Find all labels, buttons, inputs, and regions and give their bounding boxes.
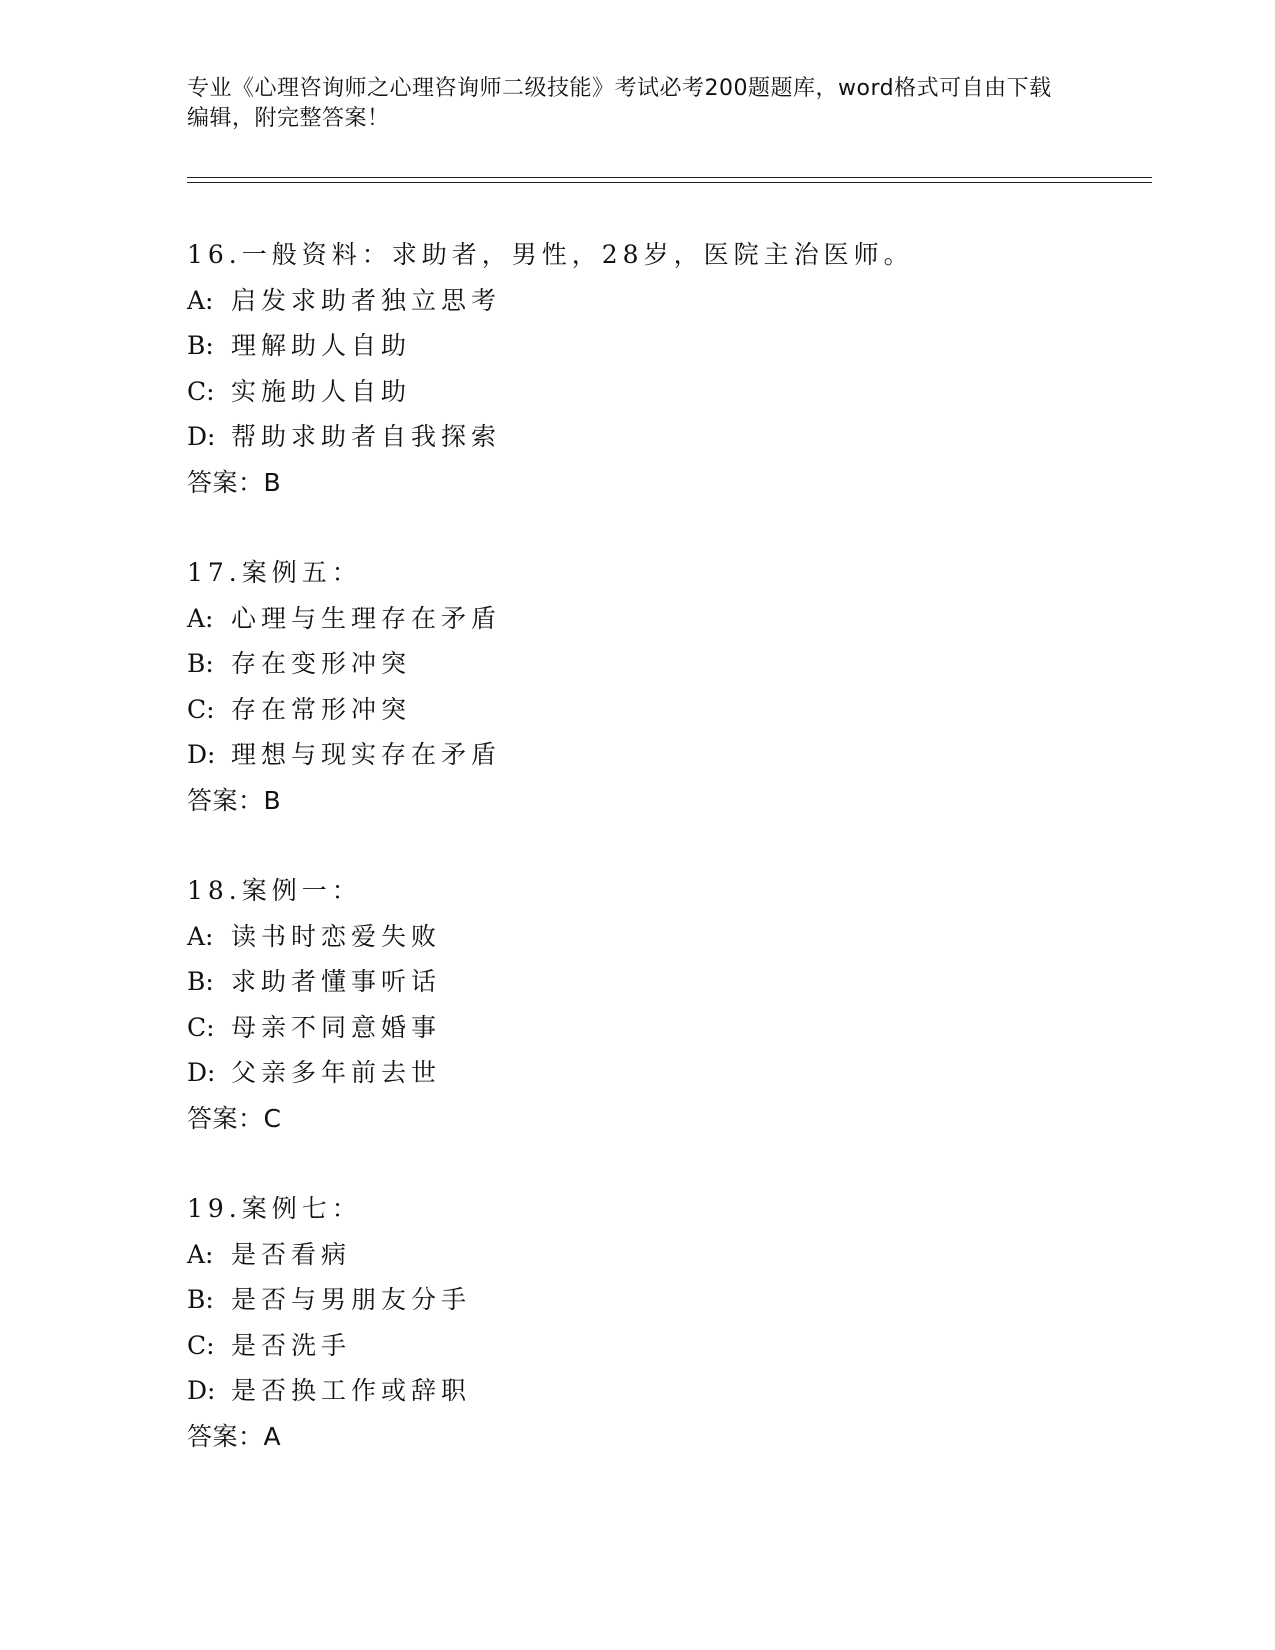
option-a: [187, 914, 1147, 960]
option-a: [187, 596, 1147, 642]
answer-line: 答案：A: [187, 1421, 282, 1451]
header-divider-bottom: [187, 182, 1152, 183]
option-text: 是否换工作或辞职: [231, 1376, 472, 1405]
option-text: 求助者懂事听话: [231, 967, 442, 996]
option-letter: C:: [187, 376, 215, 406]
answer-line: 答案：B: [187, 785, 282, 815]
option-letter: A:: [187, 285, 214, 315]
option-text: 是否洗手: [231, 1330, 352, 1360]
option-b: [187, 641, 1147, 687]
option-letter: B:: [187, 331, 214, 360]
option-letter: A:: [187, 1239, 214, 1269]
option-text: 是否看病: [231, 1239, 352, 1269]
option-text: 是否与男朋友分手: [231, 1285, 472, 1314]
option-text: 存在常形冲突: [231, 694, 412, 724]
option-text: 启发求助者独立思考: [231, 285, 502, 315]
option-d: [187, 414, 1147, 460]
option-a: [187, 1232, 1147, 1278]
option-c: [187, 687, 1147, 733]
question-19: [187, 1186, 1147, 1459]
question-16: [187, 232, 1147, 505]
option-text: 读书时恋爱失败: [231, 921, 442, 951]
option-letter: B:: [187, 1285, 214, 1314]
question-17: [187, 550, 1147, 823]
option-text: 父亲多年前去世: [231, 1058, 442, 1087]
option-letter: C:: [187, 1330, 215, 1360]
option-letter: D:: [187, 1376, 216, 1405]
option-text: 母亲不同意婚事: [231, 1012, 442, 1042]
question-stem: 17.案例五：: [187, 558, 362, 587]
question-stem: 19.案例七：: [187, 1194, 362, 1223]
option-letter: C:: [187, 694, 215, 724]
option-letter: D:: [187, 1058, 216, 1087]
option-a: [187, 278, 1147, 324]
question-list: [187, 232, 1147, 1504]
option-text: 心理与生理存在矛盾: [231, 603, 502, 633]
option-letter: C:: [187, 1012, 215, 1042]
option-d: [187, 1050, 1147, 1096]
question-18: [187, 868, 1147, 1141]
option-b: [187, 1277, 1147, 1323]
header-divider-top: [187, 177, 1152, 178]
option-d: [187, 1368, 1147, 1414]
option-c: [187, 369, 1147, 415]
option-letter: B:: [187, 967, 214, 996]
option-letter: A:: [187, 603, 214, 633]
question-stem: 16.一般资料：求助者，男性，28岁，医院主治医师。: [187, 240, 914, 269]
question-stem: 18.案例一：: [187, 876, 362, 905]
option-letter: A:: [187, 921, 214, 951]
option-text: 理想与现实存在矛盾: [231, 740, 502, 769]
option-text: 理解助人自助: [231, 331, 412, 360]
option-b: [187, 323, 1147, 369]
option-letter: B:: [187, 649, 214, 678]
option-letter: D:: [187, 422, 216, 451]
option-text: 实施助人自助: [231, 376, 412, 406]
option-letter: D:: [187, 740, 216, 769]
option-b: [187, 959, 1147, 1005]
option-d: [187, 732, 1147, 778]
answer-line: 答案：C: [187, 1103, 282, 1133]
option-text: 存在变形冲突: [231, 649, 412, 678]
option-c: [187, 1323, 1147, 1369]
option-c: [187, 1005, 1147, 1051]
answer-line: 答案：B: [187, 467, 282, 497]
option-text: 帮助求助者自我探索: [231, 422, 502, 451]
document-intro: 专业《心理咨询师之心理咨询师二级技能》考试必考200题题库，word格式可自由下载编辑，附完整答案！: [187, 76, 1052, 131]
